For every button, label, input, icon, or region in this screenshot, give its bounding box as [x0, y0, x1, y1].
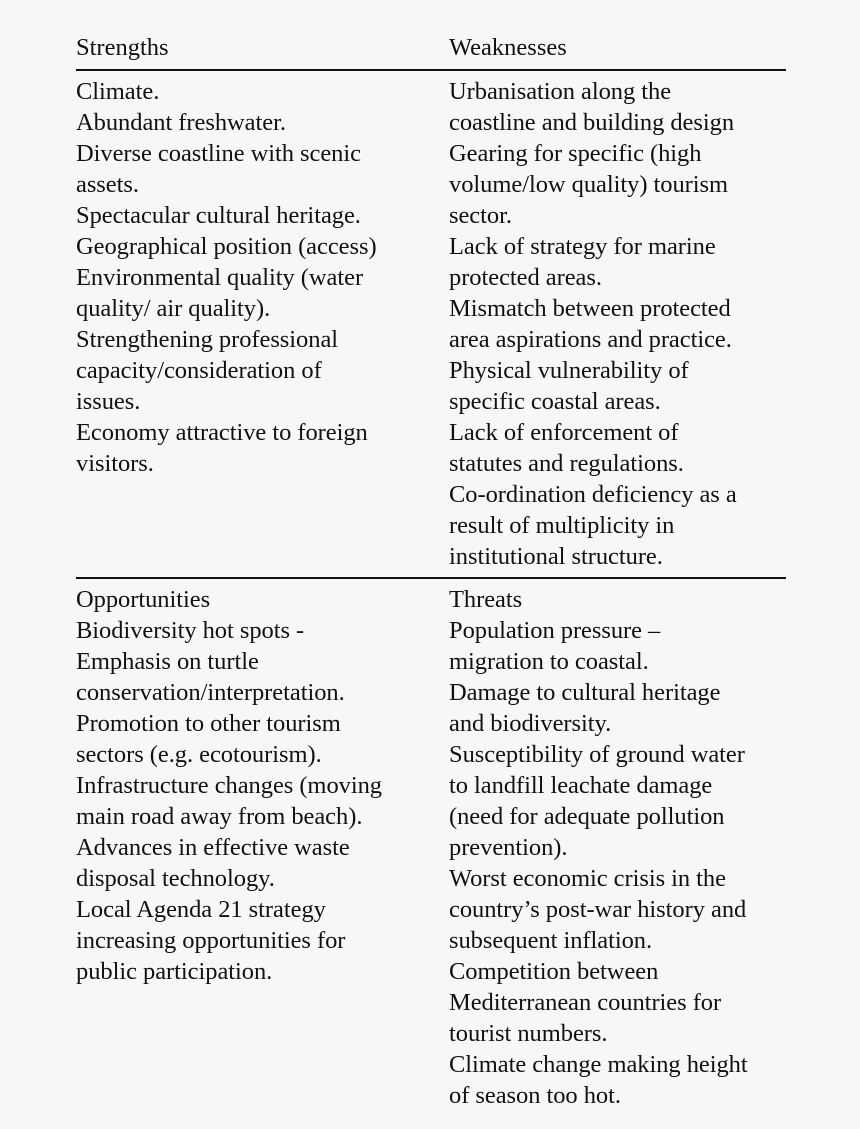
list-item: Lack of strategy for marine — [449, 233, 716, 260]
list-item: Diverse coastline with scenic — [76, 140, 361, 167]
list-item: tourist numbers. — [449, 1020, 608, 1047]
column-body-strengths — [76, 76, 449, 572]
list-item: Gearing for specific (high — [449, 140, 702, 167]
list-item: Physical vulnerability of — [449, 357, 689, 384]
list-item: volume/low quality) tourism — [449, 171, 729, 198]
column-header-weaknesses — [449, 33, 786, 64]
list-item: subsequent inflation. — [449, 927, 653, 954]
column-header-threats: Threats — [449, 586, 523, 613]
list-item: (need for adequate pollution — [449, 803, 725, 830]
list-item: Environmental quality (water — [76, 264, 364, 291]
list-item: public participation. — [76, 958, 273, 985]
section-body-row — [76, 581, 786, 1111]
column-body-weaknesses — [449, 76, 786, 572]
list-item: Urbanisation along the — [449, 78, 672, 105]
column-header-label: Strengths — [76, 34, 169, 61]
column-body-threats — [449, 584, 786, 1111]
section-strengths-weaknesses — [76, 33, 786, 572]
list-item: disposal technology. — [76, 865, 275, 892]
list-item: Climate. — [76, 78, 160, 105]
list-item: Lack of enforcement of — [449, 419, 679, 446]
list-item: migration to coastal. — [449, 648, 649, 675]
list-item: main road away from beach). — [76, 803, 363, 830]
list-item: protected areas. — [449, 264, 602, 291]
column-header-strengths — [76, 33, 449, 64]
list-item: Abundant freshwater. — [76, 109, 286, 136]
list-item: Infrastructure changes (moving — [76, 772, 382, 799]
section-header-row — [76, 33, 786, 64]
list-item: Promotion to other tourism — [76, 710, 341, 737]
list-item: specific coastal areas. — [449, 388, 661, 415]
list-item: Mediterranean countries for — [449, 989, 722, 1016]
column-header-opportunities: Opportunities — [76, 586, 211, 613]
list-item: Competition between — [449, 958, 659, 985]
list-item: result of multiplicity in — [449, 512, 675, 539]
list-item: statutes and regulations. — [449, 450, 684, 477]
list-item: Local Agenda 21 strategy — [76, 896, 326, 923]
list-item: Spectacular cultural heritage. — [76, 202, 361, 229]
list-item: coastline and building design — [449, 109, 735, 136]
list-item: Geographical position (access) — [76, 233, 377, 260]
section-body-row — [76, 73, 786, 572]
list-item: of season too hot. — [449, 1082, 621, 1109]
list-item: sector. — [449, 202, 512, 229]
list-item: capacity/consideration of — [76, 357, 322, 384]
list-item: visitors. — [76, 450, 154, 477]
list-item: area aspirations and practice. — [449, 326, 732, 353]
list-item: quality/ air quality). — [76, 295, 271, 322]
swot-analysis-table — [76, 33, 786, 1111]
list-item: Damage to cultural heritage — [449, 679, 721, 706]
list-item: increasing opportunities for — [76, 927, 346, 954]
list-item: Strengthening professional — [76, 326, 339, 353]
list-item: Emphasis on turtle — [76, 648, 259, 675]
list-item: sectors (e.g. ecotourism). — [76, 741, 322, 768]
list-item: Population pressure – — [449, 617, 661, 644]
list-item: and biodiversity. — [449, 710, 612, 737]
list-item: Worst economic crisis in the — [449, 865, 726, 892]
list-item: prevention). — [449, 834, 568, 861]
list-item: conservation/interpretation. — [76, 679, 345, 706]
list-item: Biodiversity hot spots - — [76, 617, 305, 644]
section-opportunities-threats — [76, 581, 786, 1111]
list-item: Mismatch between protected — [449, 295, 731, 322]
list-item: to landfill leachate damage — [449, 772, 713, 799]
list-item: issues. — [76, 388, 141, 415]
list-item: Co-ordination deficiency as a — [449, 481, 737, 508]
list-item: assets. — [76, 171, 139, 198]
list-item: Climate change making height — [449, 1051, 748, 1078]
list-item: institutional structure. — [449, 543, 663, 570]
list-item: Economy attractive to foreign — [76, 419, 368, 446]
list-item: Susceptibility of ground water — [449, 741, 745, 768]
list-item: country’s post-war history and — [449, 896, 747, 923]
list-item: Advances in effective waste — [76, 834, 350, 861]
column-header-label: Weaknesses — [449, 34, 567, 61]
column-body-opportunities — [76, 584, 449, 1111]
